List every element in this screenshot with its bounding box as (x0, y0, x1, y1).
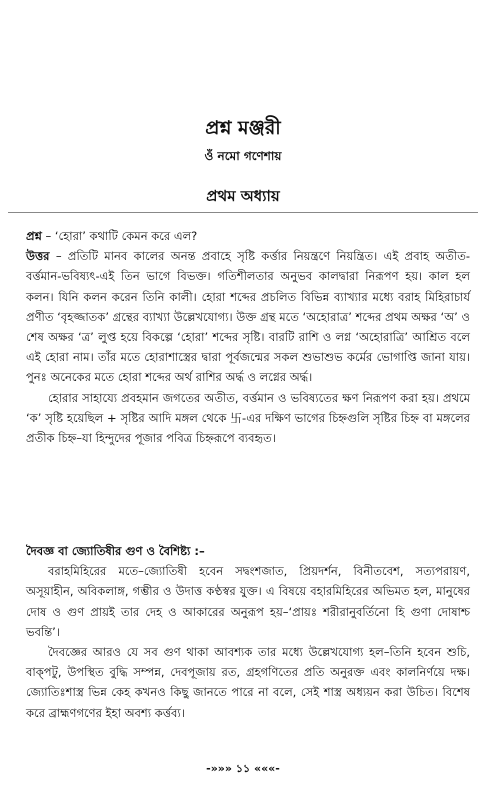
page-number: -»»» ১১ «««- (206, 762, 280, 775)
question-paragraph (26, 226, 470, 246)
page-title: প্রশ্ন মঞ্জরী (205, 117, 281, 139)
qa-block (26, 226, 470, 448)
section-heading: দৈবজ্ঞ বা জ্যোতিষীর গুণ ও বৈশিষ্ট্য :– (26, 544, 205, 558)
question-label: প্রশ্ন (26, 229, 42, 243)
qualities-section (26, 541, 470, 723)
hora-paragraph: হোরার সাহায্যে প্রবহমান জগতের অতীত, বর্ত্তমান ও ভবিষ্যতের ক্ষণ নিরূপণ করা হয়। প্রথমে ‘ক’ সৃষ্টি হয়েছিল + সৃষ্টির আদি মঙ্গল থেকে 卐-এর দক্ষিণ ভাগের চিহ্নগুলি সৃষ্টির চিহ্ন বা মঙ্গলের প্রতীক চিহ্ন–যা হিন্দুদের পূজার পবিত্র চিহ্নরূপে ব্যবহৃত। (26, 390, 470, 446)
invocation-subtitle: ওঁ নমো গণেশায় (204, 149, 282, 163)
chapter-divider (8, 212, 478, 213)
answer-paragraph (26, 246, 470, 387)
qualities-paragraph: দৈবজ্ঞের আরও যে সব গুণ থাকা আবশ্যক তার মধ্যে উল্লেখযোগ্য হল–তিনি হবেন শুচি, বাক্‌পটু, উপস্থিত বুদ্ধি সম্পন্ন, দেবপূজায় রত, গ্রহগণিতের প্রতি অনুরক্ত এবং কালনির্ণয়ে দক্ষ। জ্যোতিঃশাস্ত্র ভিন্ন কেহ কখনও কিছু জানতে পারে না বলে, সেই শাস্ত্র অধ্যয়ন করা উচিত। বিশেষ করে ব্রাহ্মণগণের ইহা অবশ্য কর্ত্তব্য। (26, 645, 470, 720)
chapter-heading: প্রথম অধ্যায় (206, 187, 280, 205)
answer-label: উত্তর (26, 249, 50, 264)
question-text: – ‘হোরা’ কথাটি কেমন করে এল? (41, 229, 198, 243)
varahamihira-paragraph: বরাহমিহিরের মতে–জ্যোতিষী হবেন সদ্বংশজাত, প্রিয়দর্শন, বিনীতবেশ, সত্যপরায়ণ, অসূয়াহীন, অবিকলাঙ্গ, গম্ভীর ও উদাত্ত কণ্ঠস্বর যুক্ত। এ বিষয়ে বহারমিহিরের অভিমত হল, মানুষের দোষ ও গুণ প্রায়ই তার দেহ ও আকারের অনুরূপ হয়–‘প্রায়ঃ শরীরানুবর্তিনো হি গুণা দোষাশ্চ ভবন্তি’। (26, 564, 470, 639)
answer-text: – প্রতিটি মানব কালের অনন্ত প্রবাহে সৃষ্টি কর্ত্তার নিয়ন্ত্রণে নিয়ন্ত্রিত। এই প্রবাহ অতীত-বর্ত্তমান-ভবিষ্যৎ-এই তিন ভাগে বিভক্ত। গতিশীলতার অনুভব কালদ্বারা নিরূপণ হয়। কাল হল কলন। যিনি কলন করেন তিনি কালী। হোরা শব্দের প্রচলিত বিভিন্ন ব্যাখ্যার মধ্যে বরাহ মিহিরাচার্য প্রণীত ‘বৃহজ্জাতক’ গ্রন্থের ব্যাখ্যা উল্লেখযোগ্য। উক্ত গ্রন্থ মতে ‘অহোরাত্র’ শব্দের প্রথম অক্ষর ‘অ’ ও শেষ অক্ষর ‘ত্র’ লুপ্ত হয়ে বিকল্পে ‘হোরা’ শব্দের সৃষ্টি। বারটি রাশি ও লগ্ন ‘অহোরাত্রি’ আশ্রিত বলে এই হোরা নাম। তাঁর মতে হোরাশাস্ত্রের দ্বারা পূর্বজন্মের সকল শুভাশুভ কর্মের ভোগাপ্তি জানা যায়। পুনঃ অনেকের মতে হোরা শব্দের অর্থ রাশির অর্দ্ধ ও লগ্নের অর্দ্ধ। (26, 249, 470, 385)
